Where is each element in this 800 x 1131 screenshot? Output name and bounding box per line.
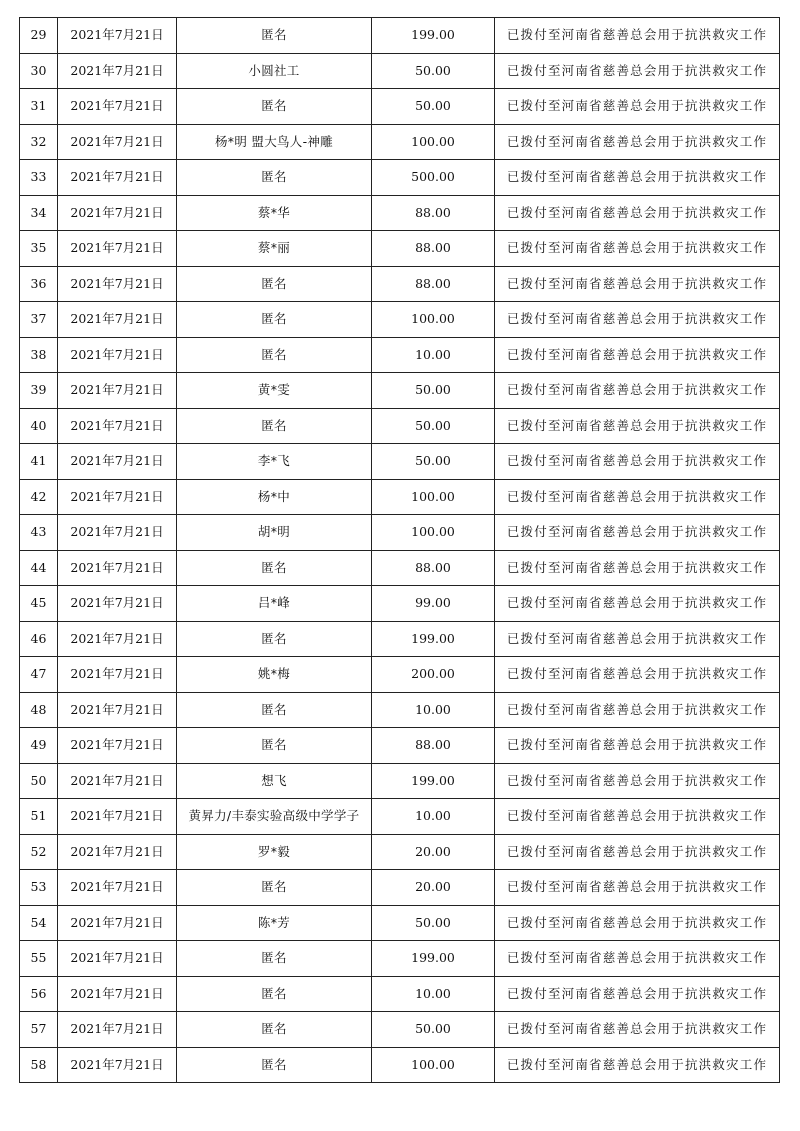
donation-amount: 200.00 [372,657,495,693]
row-number: 40 [20,408,58,444]
donation-amount: 10.00 [372,337,495,373]
allocation-note: 已拨付至河南省慈善总会用于抗洪救灾工作 [495,692,780,728]
allocation-note: 已拨付至河南省慈善总会用于抗洪救灾工作 [495,941,780,977]
allocation-note: 已拨付至河南省慈善总会用于抗洪救灾工作 [495,18,780,54]
donor-name: 匿名 [177,160,372,196]
table-row [20,337,780,373]
donation-amount: 50.00 [372,89,495,125]
donation-amount: 20.00 [372,870,495,906]
allocation-note: 已拨付至河南省慈善总会用于抗洪救灾工作 [495,479,780,515]
donation-date: 2021年7月21日 [58,870,177,906]
donation-date: 2021年7月21日 [58,53,177,89]
donor-name: 匿名 [177,89,372,125]
donation-table-body [20,18,780,1083]
donation-amount: 20.00 [372,834,495,870]
allocation-note: 已拨付至河南省慈善总会用于抗洪救灾工作 [495,89,780,125]
allocation-note: 已拨付至河南省慈善总会用于抗洪救灾工作 [495,1012,780,1048]
row-number: 56 [20,976,58,1012]
donor-name: 匿名 [177,1012,372,1048]
allocation-note: 已拨付至河南省慈善总会用于抗洪救灾工作 [495,905,780,941]
donor-name: 匿名 [177,621,372,657]
donation-amount: 100.00 [372,515,495,551]
table-row [20,124,780,160]
row-number: 30 [20,53,58,89]
donor-name: 杨*中 [177,479,372,515]
donor-name: 想飞 [177,763,372,799]
donation-date: 2021年7月21日 [58,834,177,870]
table-row [20,195,780,231]
donor-name: 匿名 [177,941,372,977]
row-number: 33 [20,160,58,196]
donation-date: 2021年7月21日 [58,479,177,515]
donation-date: 2021年7月21日 [58,763,177,799]
allocation-note: 已拨付至河南省慈善总会用于抗洪救灾工作 [495,763,780,799]
row-number: 58 [20,1047,58,1083]
row-number: 55 [20,941,58,977]
row-number: 41 [20,444,58,480]
donation-amount: 10.00 [372,976,495,1012]
donation-amount: 50.00 [372,53,495,89]
donation-date: 2021年7月21日 [58,586,177,622]
donation-amount: 50.00 [372,905,495,941]
row-number: 48 [20,692,58,728]
allocation-note: 已拨付至河南省慈善总会用于抗洪救灾工作 [495,1047,780,1083]
donor-name: 蔡*华 [177,195,372,231]
donation-amount: 10.00 [372,799,495,835]
table-row [20,586,780,622]
table-row [20,302,780,338]
donation-amount: 100.00 [372,1047,495,1083]
table-row [20,941,780,977]
donation-amount: 100.00 [372,302,495,338]
donation-date: 2021年7月21日 [58,657,177,693]
donor-name: 匿名 [177,1047,372,1083]
donation-amount: 88.00 [372,550,495,586]
row-number: 43 [20,515,58,551]
donor-name: 杨*明 盟大鸟人-神雕 [177,124,372,160]
allocation-note: 已拨付至河南省慈善总会用于抗洪救灾工作 [495,586,780,622]
table-row [20,1047,780,1083]
donor-name: 李*飞 [177,444,372,480]
allocation-note: 已拨付至河南省慈善总会用于抗洪救灾工作 [495,337,780,373]
table-row [20,834,780,870]
allocation-note: 已拨付至河南省慈善总会用于抗洪救灾工作 [495,515,780,551]
donor-name: 黄昇力/丰泰实验高级中学学子 [177,799,372,835]
donation-amount: 199.00 [372,941,495,977]
table-row [20,266,780,302]
donation-date: 2021年7月21日 [58,799,177,835]
table-row [20,373,780,409]
donation-amount: 88.00 [372,728,495,764]
allocation-note: 已拨付至河南省慈善总会用于抗洪救灾工作 [495,444,780,480]
row-number: 53 [20,870,58,906]
donation-date: 2021年7月21日 [58,302,177,338]
row-number: 37 [20,302,58,338]
table-row [20,976,780,1012]
allocation-note: 已拨付至河南省慈善总会用于抗洪救灾工作 [495,550,780,586]
allocation-note: 已拨付至河南省慈善总会用于抗洪救灾工作 [495,373,780,409]
allocation-note: 已拨付至河南省慈善总会用于抗洪救灾工作 [495,834,780,870]
donation-amount: 50.00 [372,444,495,480]
table-row [20,621,780,657]
donor-name: 匿名 [177,266,372,302]
table-row [20,160,780,196]
row-number: 34 [20,195,58,231]
donation-date: 2021年7月21日 [58,373,177,409]
row-number: 47 [20,657,58,693]
donation-amount: 199.00 [372,18,495,54]
row-number: 50 [20,763,58,799]
donation-date: 2021年7月21日 [58,976,177,1012]
donation-date: 2021年7月21日 [58,195,177,231]
donor-name: 姚*梅 [177,657,372,693]
donor-name: 黄*雯 [177,373,372,409]
row-number: 57 [20,1012,58,1048]
row-number: 45 [20,586,58,622]
row-number: 46 [20,621,58,657]
allocation-note: 已拨付至河南省慈善总会用于抗洪救灾工作 [495,976,780,1012]
table-row [20,515,780,551]
row-number: 54 [20,905,58,941]
donor-name: 匿名 [177,337,372,373]
donor-name: 陈*芳 [177,905,372,941]
donation-date: 2021年7月21日 [58,160,177,196]
row-number: 29 [20,18,58,54]
donation-date: 2021年7月21日 [58,266,177,302]
row-number: 42 [20,479,58,515]
table-row [20,53,780,89]
donation-date: 2021年7月21日 [58,550,177,586]
allocation-note: 已拨付至河南省慈善总会用于抗洪救灾工作 [495,870,780,906]
allocation-note: 已拨付至河南省慈善总会用于抗洪救灾工作 [495,195,780,231]
donation-date: 2021年7月21日 [58,515,177,551]
table-row [20,799,780,835]
donor-name: 胡*明 [177,515,372,551]
donation-date: 2021年7月21日 [58,728,177,764]
donation-amount: 50.00 [372,1012,495,1048]
table-row [20,763,780,799]
donor-name: 小圆社工 [177,53,372,89]
allocation-note: 已拨付至河南省慈善总会用于抗洪救灾工作 [495,124,780,160]
donation-date: 2021年7月21日 [58,1012,177,1048]
table-row [20,550,780,586]
donation-amount: 88.00 [372,231,495,267]
row-number: 44 [20,550,58,586]
donation-date: 2021年7月21日 [58,905,177,941]
row-number: 51 [20,799,58,835]
donor-name: 匿名 [177,870,372,906]
donation-date: 2021年7月21日 [58,692,177,728]
allocation-note: 已拨付至河南省慈善总会用于抗洪救灾工作 [495,728,780,764]
donor-name: 匿名 [177,302,372,338]
donor-name: 匿名 [177,550,372,586]
donation-amount: 99.00 [372,586,495,622]
donation-amount: 88.00 [372,195,495,231]
table-row [20,408,780,444]
row-number: 36 [20,266,58,302]
table-row [20,18,780,54]
allocation-note: 已拨付至河南省慈善总会用于抗洪救灾工作 [495,408,780,444]
donation-date: 2021年7月21日 [58,337,177,373]
donor-name: 匿名 [177,728,372,764]
donation-date: 2021年7月21日 [58,231,177,267]
row-number: 32 [20,124,58,160]
table-row [20,657,780,693]
table-row [20,870,780,906]
table-row [20,479,780,515]
table-row [20,728,780,764]
allocation-note: 已拨付至河南省慈善总会用于抗洪救灾工作 [495,160,780,196]
donation-amount: 88.00 [372,266,495,302]
allocation-note: 已拨付至河南省慈善总会用于抗洪救灾工作 [495,621,780,657]
donor-name: 蔡*丽 [177,231,372,267]
row-number: 35 [20,231,58,267]
donation-amount: 10.00 [372,692,495,728]
donor-name: 匿名 [177,976,372,1012]
donation-date: 2021年7月21日 [58,124,177,160]
allocation-note: 已拨付至河南省慈善总会用于抗洪救灾工作 [495,266,780,302]
donation-date: 2021年7月21日 [58,621,177,657]
table-row [20,1012,780,1048]
donation-amount: 100.00 [372,479,495,515]
row-number: 31 [20,89,58,125]
allocation-note: 已拨付至河南省慈善总会用于抗洪救灾工作 [495,302,780,338]
donor-name: 匿名 [177,692,372,728]
donation-table [19,17,780,1083]
donation-amount: 100.00 [372,124,495,160]
row-number: 38 [20,337,58,373]
donation-amount: 199.00 [372,763,495,799]
table-row [20,89,780,125]
donation-date: 2021年7月21日 [58,444,177,480]
donation-date: 2021年7月21日 [58,1047,177,1083]
donor-name: 罗*毅 [177,834,372,870]
donor-name: 匿名 [177,408,372,444]
donation-date: 2021年7月21日 [58,89,177,125]
donation-date: 2021年7月21日 [58,941,177,977]
allocation-note: 已拨付至河南省慈善总会用于抗洪救灾工作 [495,231,780,267]
allocation-note: 已拨付至河南省慈善总会用于抗洪救灾工作 [495,53,780,89]
table-row [20,444,780,480]
row-number: 52 [20,834,58,870]
table-row [20,231,780,267]
donation-date: 2021年7月21日 [58,408,177,444]
allocation-note: 已拨付至河南省慈善总会用于抗洪救灾工作 [495,657,780,693]
allocation-note: 已拨付至河南省慈善总会用于抗洪救灾工作 [495,799,780,835]
donation-amount: 50.00 [372,373,495,409]
table-row [20,905,780,941]
donor-name: 吕*峰 [177,586,372,622]
donation-amount: 199.00 [372,621,495,657]
donation-amount: 500.00 [372,160,495,196]
donation-date: 2021年7月21日 [58,18,177,54]
row-number: 39 [20,373,58,409]
donor-name: 匿名 [177,18,372,54]
row-number: 49 [20,728,58,764]
donation-amount: 50.00 [372,408,495,444]
table-row [20,692,780,728]
